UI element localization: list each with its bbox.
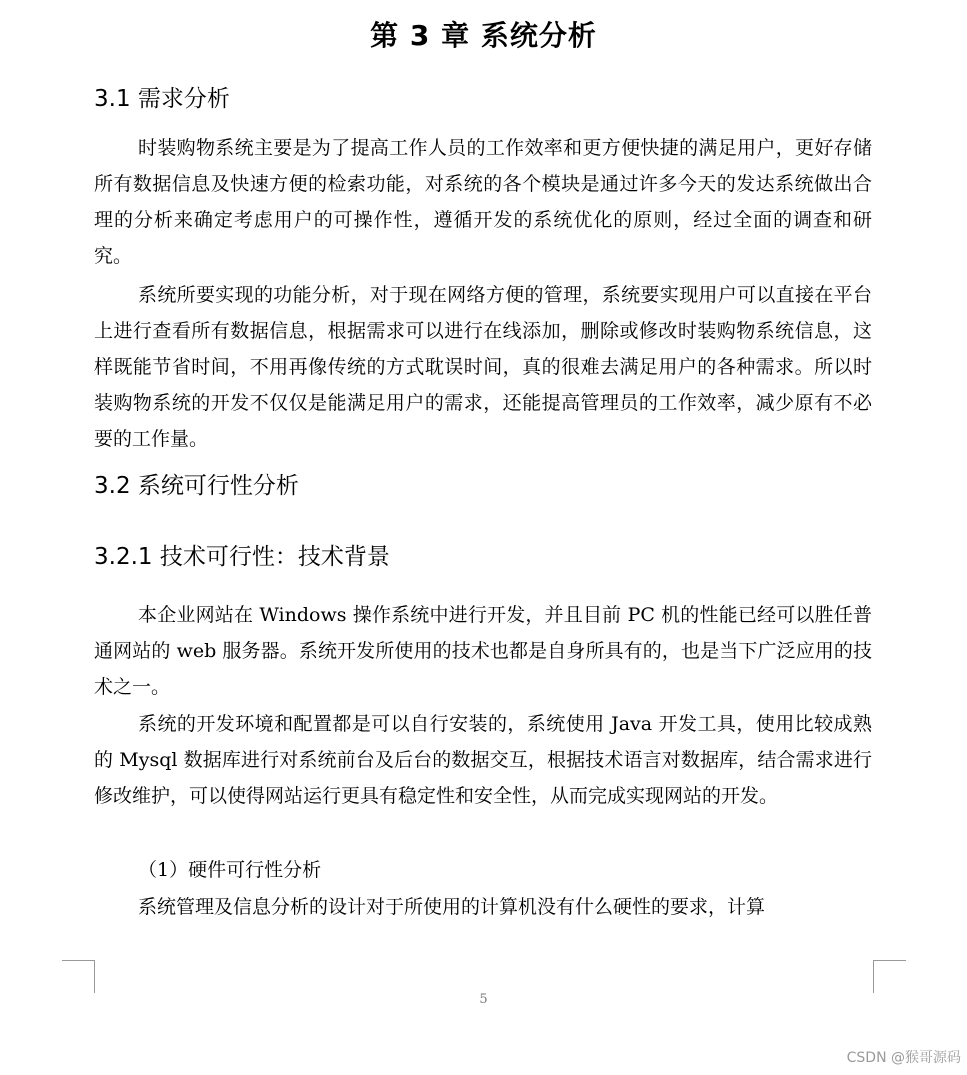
hardware-feasibility-heading: （1）硬件可行性分析 — [138, 859, 322, 881]
paragraph-technical-2: 系统的开发环境和配置都是可以自行安装的，系统使用 Java 开发工具，使用比较成熟的 Mysql 数据库进行对系统前台及后台的数据交互，根据技术语言对数据库，结合需求进行修改维护，可以使得网站运行更具有稳定性和安全性，从而完成实现网站的开发。 — [94, 713, 872, 807]
section-heading-3-2: 3.2 系统可行性分析 — [94, 473, 299, 499]
section-heading-3-1: 3.1 需求分析 — [94, 86, 230, 112]
paragraph-technical-1: 本企业网站在 Windows 操作系统中进行开发，并且目前 PC 机的性能已经可以胜任普通网站的 web 服务器。系统开发所使用的技术也都是自身所具有的，也是当下广泛应用的技术之一。 — [94, 604, 872, 698]
paragraph-requirements-1: 时装购物系统主要是为了提高工作人员的工作效率和更方便快捷的满足用户，更好存储所有数据信息及快速方便的检索功能，对系统的各个模块是通过许多今天的发达系统做出合理的分析来确定考虑用户的可操作性，遵循开发的系统优化的原则，经过全面的调查和研究。 — [94, 137, 872, 267]
page-corner-mark-left — [62, 960, 95, 993]
csdn-watermark: CSDN @猴哥源码 — [846, 1050, 961, 1066]
chapter-title: 第 3 章 系统分析 — [370, 19, 597, 52]
paragraph-hardware-1: 系统管理及信息分析的设计对于所使用的计算机没有什么硬性的要求，计算 — [138, 896, 766, 918]
page-corner-mark-right — [873, 960, 906, 993]
subsection-heading-3-2-1: 3.2.1 技术可行性：技术背景 — [94, 544, 390, 570]
paragraph-requirements-2: 系统所要实现的功能分析，对于现在网络方便的管理，系统要实现用户可以直接在平台上进行查看所有数据信息，根据需求可以进行在线添加，删除或修改时装购物系统信息，这样既能节省时间，不用再像传统的方式耽误时间，真的很难去满足用户的各种需求。所以时装购物系统的开发不仅仅是能满足用户的需求，还能提高管理员的工作效率，减少原有不必要的工作量。 — [94, 284, 872, 450]
page-number: 5 — [479, 992, 488, 1007]
